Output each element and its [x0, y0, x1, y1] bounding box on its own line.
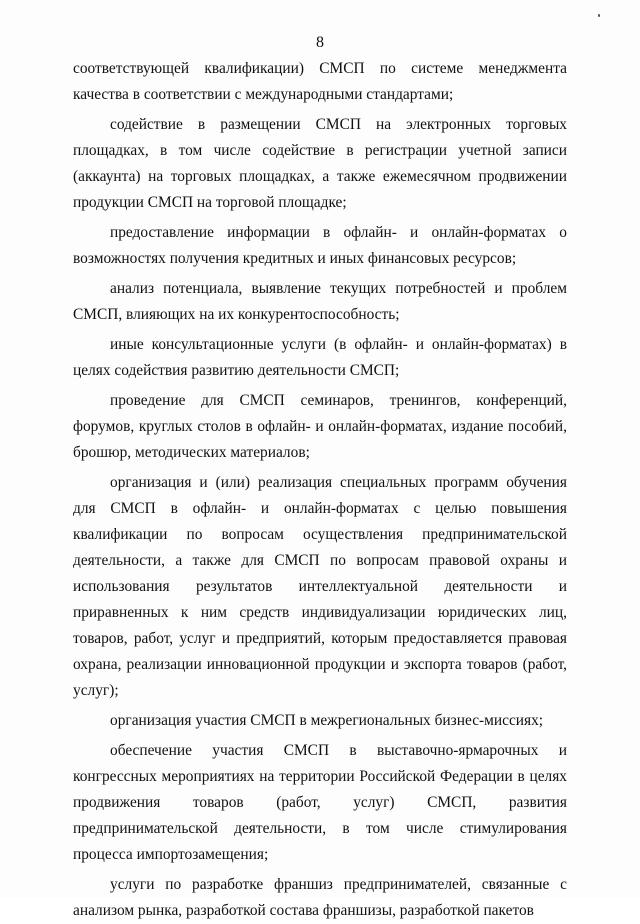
paragraph-marketplace-placement: содействие в размещении СМСП на электронных торговых площадках, в том числе содействие в регистрации учетной записи (аккаунта) на торговых площадках, а также ежемесячном продвижении продукции СМСП на торговой площадке; — [73, 116, 567, 211]
paragraph-potential-analysis: анализ потенциала, выявление текущих потребностей и проблем СМСП, влияющих на их конкурентоспособность; — [73, 280, 567, 323]
paragraph-seminars: проведение для СМСП семинаров, тренингов, конференций, форумов, круглых столов в офлайн- и онлайн-форматах, издание пособий, брошюр, методических материалов; — [73, 392, 567, 461]
paragraph-business-missions: организация участия СМСП в межрегиональных бизнес-миссиях; — [110, 712, 544, 729]
paragraph-financial-info: предоставление информации в офлайн- и онлайн-форматах о возможностях получения кредитных и иных финансовых ресурсов; — [73, 224, 567, 267]
paragraph-continuation: соответствующей квалификации) СМСП по системе менеджмента качества в соответствии с международными стандартами; — [73, 60, 567, 103]
paragraph-training-programs: организация и (или) реализация специальных программ обучения для СМСП в офлайн- и онлайн-форматах с целью повышения квалификации по вопросам осуществления предпринимательской деятельности, а также для СМСП по вопросам правовой охраны и использования результатов интеллектуальной деятельности и приравненных к ним средств индивидуализации юридических лиц, товаров, работ, услуг и предприятий, которым предоставляется правовая охрана, реализации инновационной продукции и экспорта товаров (работ, услуг); — [73, 474, 567, 699]
page-number: 8 — [316, 34, 324, 51]
document-body — [73, 56, 567, 924]
scan-speck — [598, 14, 600, 17]
paragraph-consulting-services: иные консультационные услуги (в офлайн- и онлайн-форматах) в целях содействия развитию деятельности СМСП; — [73, 336, 567, 379]
paragraph-franchise-services: услуги по разработке франшиз предпринимателей, связанные с анализом рынка, разработкой состава франшизы, разработкой пакетов — [73, 876, 567, 919]
paragraph-exhibitions: обеспечение участия СМСП в выставочно-ярмарочных и конгрессных мероприятиях на территории Российской Федерации в целях продвижения товаров (работ, услуг) СМСП, развития предпринимательской деятельности, в том числе стимулирования процесса импортозамещения; — [73, 742, 567, 863]
